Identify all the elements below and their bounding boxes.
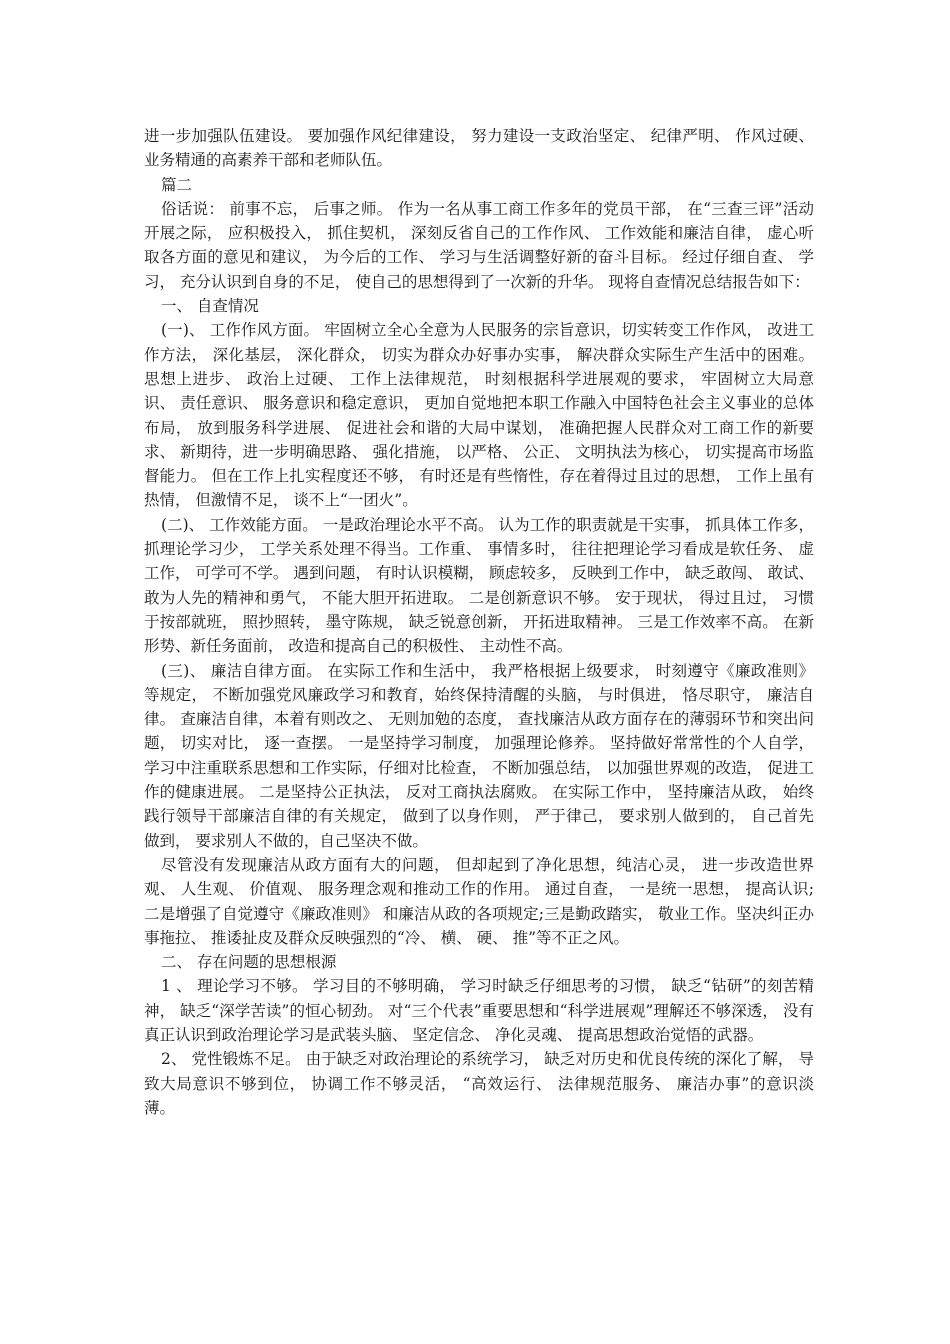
paragraph-integrity: (三)、 廉洁自律方面。 在实际工作和生活中， 我严格根据上级要求， 时刻遵守《廉政准则》 等规定， 不断加强党风廉政学习和教育，始终保持清醒的头脑， 与时俱进， 恪尽职守， 廉洁自律。 查廉洁自律，本着有则改之、 无则加勉的态度， 查找廉洁从政方面存在的薄弱环节和突出问题， 切实对比， 逐一查摆。 一是坚持学习制度， 加强理论修养。 坚持做好常常性的个人自学， 学习中注重联系思想和工作实际，仔细对比检查， 不断加强总结， 以加强世界观的改造， 促进工作的健康进展。 二是坚持公正执法， 反对工商执法腐败。 在实际工作中， 坚持廉洁从政， 始终践行领导干部廉洁自律的有关规定， 做到了以身作则， 严于律己， 要求别人做到的， 自己首先做到， 要求别人不做的，自己坚决不做。 <box>144 661 814 850</box>
section-heading-pian-er: 篇二 <box>161 175 193 194</box>
paragraph-summary: 尽管没有发现廉洁从政方面有大的问题， 但却起到了净化思想，纯洁心灵， 进一步改造世界观、 人生观、 价值观、 服务理念观和推动工作的作用。 通过自查， 一是统一思想， 提高认识;二是增强了自觉遵守《廉政准则》 和廉洁从政的各项规定;三是勤政踏实， 敬业工作。坚决纠正办事拖拉、 推诿扯皮及群众反映强烈的“冷、 横、 硬、 推”等不正之风。 <box>144 855 814 947</box>
document-body <box>144 124 814 1120</box>
section-heading-root-causes: 二、 存在问题的思想根源 <box>161 953 337 972</box>
paragraph-work-efficiency: (二)、 工作效能方面。 一是政治理论水平不高。 认为工作的职责就是干实事， 抓具体工作多， 抓理论学习少， 工学关系处理不得当。工作重、 事情多时， 往往把理论学习看成是软任务、 虚工作， 可学可不学。 遇到问题， 有时认识模糊， 顾虑较多， 反映到工作中， 缺乏敢闯、 敢试、 敢为人先的精神和勇气， 不能大胆开拓进取。 二是创新意识不够。 安于现状， 得过且过， 习惯于按部就班， 照抄照转， 墨守陈规， 缺乏锐意创新， 开拓进取精神。 三是工作效率不高。 在新形势、新任务面前， 改造和提高自己的积极性、 主动性不高。 <box>144 515 814 656</box>
paragraph-theory-study: 1 、 理论学习不够。 学习目的不够明确， 学习时缺乏仔细思考的习惯， 缺乏“钻研”的刻苦精神， 缺乏“深学苦读”的恒心韧劲。 对“三个代表”重要思想和“科学进展观”理解还不够深透， 没有真正认识到政治理论学习是武装头脑、 坚定信念、 净化灵魂、 提高思想政治觉悟的武器。 <box>144 977 814 1044</box>
paragraph-party-training: 2、 党性锻炼不足。 由于缺乏对政治理论的系统学习， 缺乏对历史和优良传统的深化了解， 导致大局意识不够到位， 协调工作不够灵活， “高效运行、 法律规范服务、 廉洁办事”的意识淡薄。 <box>144 1050 814 1117</box>
section-heading-self-check: 一、 自查情况 <box>161 297 259 316</box>
paragraph-work-style: (一)、 工作作风方面。 牢固树立全心全意为人民服务的宗旨意识，切实转变工作作风， 改进工作方法， 深化基层， 深化群众， 切实为群众办好事办实事， 解决群众实际生产生活中的困难。 思想上进步、 政治上过硬、 工作上法律规范， 时刻根据科学进展观的要求， 牢固树立大局意识、 责任意识、 服务意识和稳定意识， 更加自觉地把本职工作融入中国特色社会主义事业的总体布局， 放到服务科学进展、 促进社会和谐的大局中谋划， 准确把握人民群众对工商工作的新要求、 新期待，进一步明确思路、 强化措施， 以严格、 公正、 文明执法为核心， 切实提高市场监督能力。 但在工作上扎实程度还不够， 有时还是有些惰性，存在着得过且过的思想， 工作上虽有热情， 但激情不足， 谈不上“一团火”。 <box>144 321 814 510</box>
paragraph-intro-continuation: 进一步加强队伍建设。 要加强作风纪律建设， 努力建设一支政治坚定、 纪律严明、 作风过硬、 业务精通的高素养干部和老师队伍。 <box>144 127 814 170</box>
paragraph-preface: 俗话说： 前事不忘， 后事之师。 作为一名从事工商工作多年的党员干部， 在“三查三评”活动开展之际， 应积极投入， 抓住契机， 深刻反省自己的工作作风、 工作效能和廉洁自律， 虚心听取各方面的意见和建议， 为今后的工作、 学习与生活调整好新的奋斗目标。 经过仔细自查、 学习， 充分认识到自身的不足， 使自己的思想得到了一次新的升华。 现将自查情况总结报告如下： <box>144 199 814 291</box>
